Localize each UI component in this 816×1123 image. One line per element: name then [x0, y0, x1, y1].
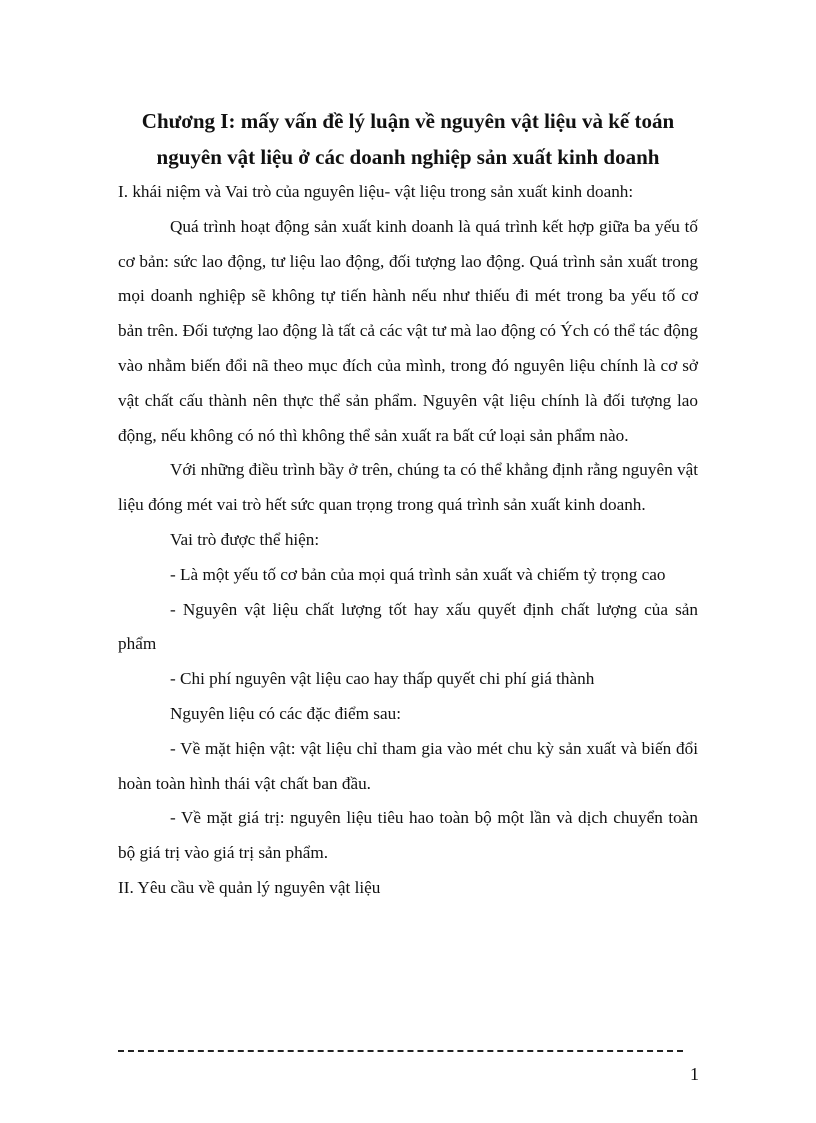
chapter-title [118, 103, 698, 175]
footer-divider [118, 1050, 683, 1052]
role-item-1: - Là một yếu tố cơ bản của mọi quá trình sản xuất và chiếm tỷ trọng cao [170, 564, 666, 584]
document-body [118, 175, 698, 906]
paragraph-material-importance: Với những điều trình bầy ở trên, chúng ta có thể khẳng định rằng nguyên vật liệu đóng mét vai trò hết sức quan trọng trong quá trình sản xuất kinh doanh. [118, 460, 698, 515]
feature-item-1: - Về mặt hiện vật: vật liệu chỉ tham gia vào mét chu kỳ sản xuất và biến đổi hoàn toàn hình thái vật chất ban đầu. [118, 738, 698, 793]
role-item-3: - Chi phí nguyên vật liệu cao hay thấp quyết chi phí giá thành [170, 669, 595, 689]
role-item-2: - Nguyên vật liệu chất lượng tốt hay xấu quyết định chất lượng của sản phẩm [118, 599, 698, 654]
section-1-heading: I. khái niệm và Vai trò của nguyên liệu- vật liệu trong sản xuất kinh doanh: [118, 182, 634, 201]
paragraph-production-process: Quá trình hoạt động sản xuất kinh doanh là quá trình kết hợp giữa ba yếu tố cơ bản: sức lao động, tư liệu lao động, đối tượng lao động. Quá trình sản xuất trong mọi doanh nghiệp sẽ không tự tiến hành nếu như thiếu đi mét trong ba yếu tố cơ bản trên. Đối tượng lao động là tất cả các vật tư mà lao động có Ých có thể tác động vào nhằm biến đổi nã theo mục đích của mình, trong đó nguyên liệu chính là cơ sở vật chất cấu thành nên thực thể sản phẩm. Nguyên vật liệu chính là đối tượng lao động, nếu không có nó thì không thể sản xuất ra bất cứ loại sản phẩm nào. [118, 216, 698, 445]
page-number: 1 [690, 1064, 699, 1084]
chapter-title-line-2: nguyên vật liệu ở các doanh nghiệp sản xuất kinh doanh [156, 145, 660, 169]
feature-item-2: - Về mặt giá trị: nguyên liệu tiêu hao toàn bộ một lần và dịch chuyển toàn bộ giá trị vào giá trị sản phẩm. [118, 808, 698, 863]
features-intro: Nguyên liệu có các đặc điểm sau: [170, 703, 401, 723]
section-2-heading: II. Yêu cầu về quản lý nguyên vật liệu [118, 877, 381, 897]
chapter-title-line-1: Chương I: mấy vấn đề lý luận về nguyên vật liệu và kế toán [141, 109, 675, 133]
role-intro: Vai trò được thể hiện: [170, 529, 320, 549]
